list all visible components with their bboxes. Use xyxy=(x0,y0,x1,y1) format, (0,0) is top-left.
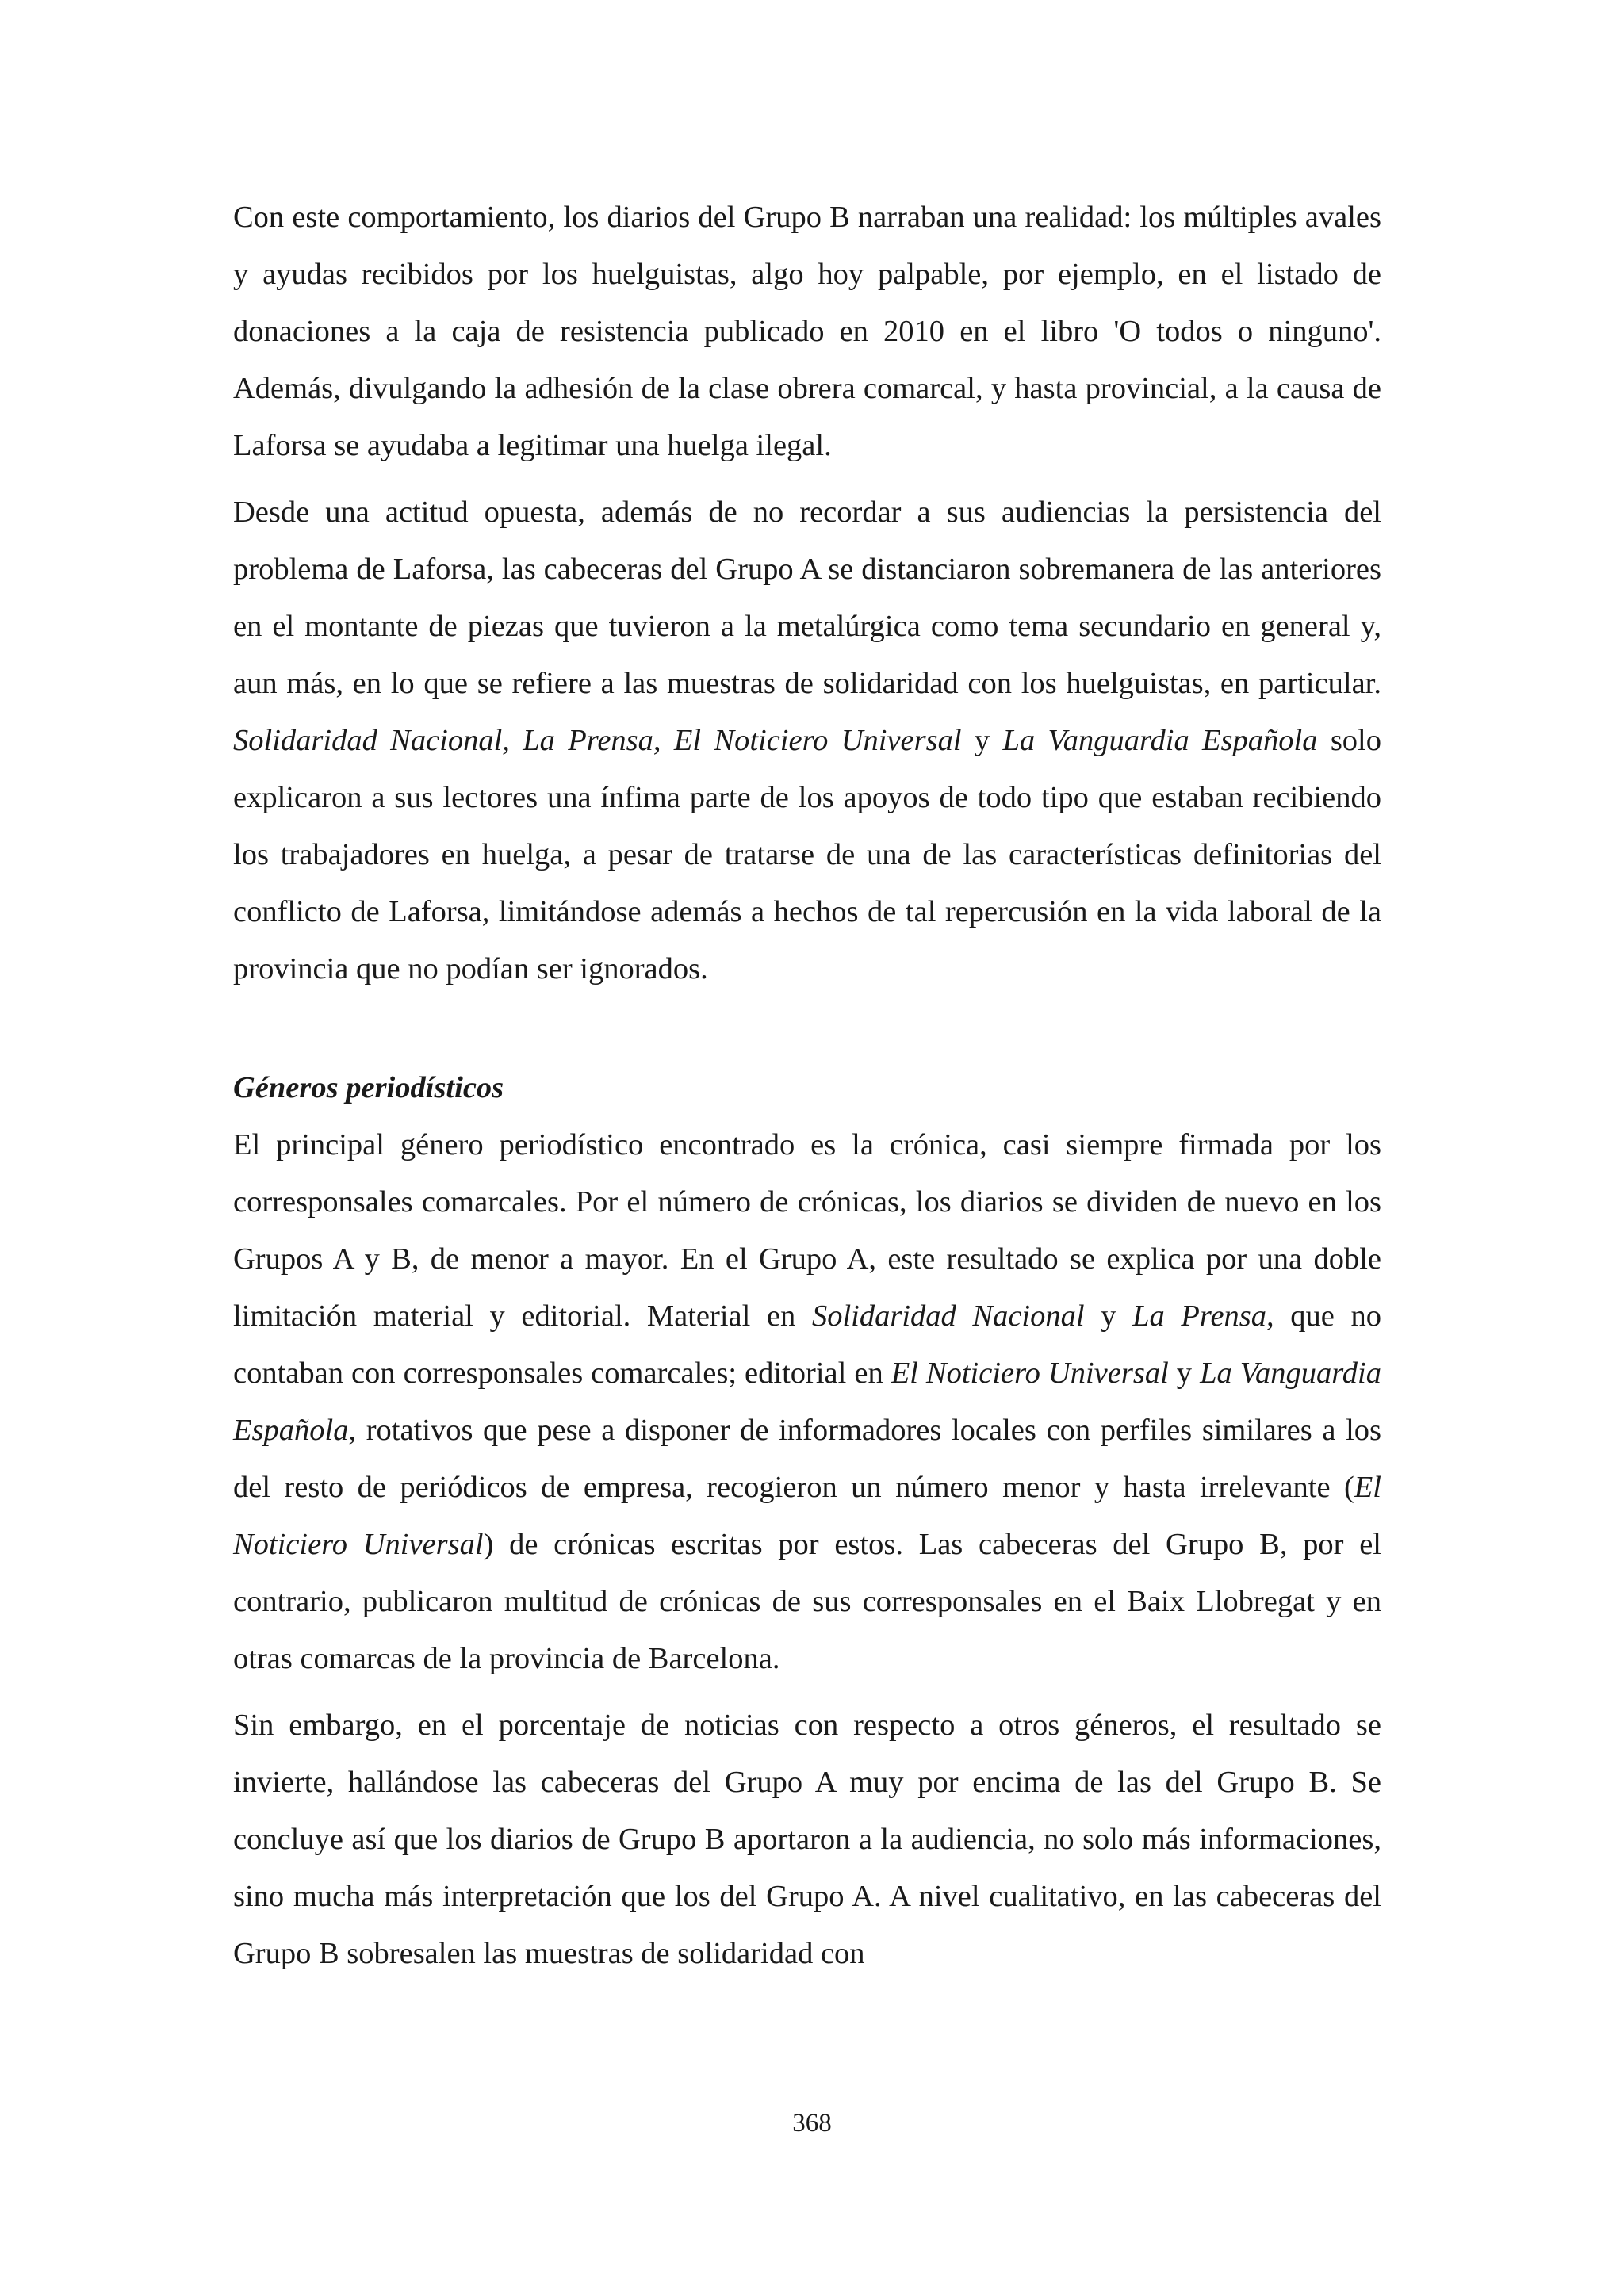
publication-title: La Prensa, xyxy=(1132,1299,1274,1333)
publication-title: El Noticiero Universal xyxy=(891,1357,1169,1390)
section-bottom xyxy=(233,1116,1381,1982)
text-run: El principal género periodístico encontrado es la crónica, casi siempre firmada por los corresponsales comarcales. Por el número de crónicas, los diarios se dividen de nuevo en los Grupos A y B, de menor a mayor. En el Grupo A, este resultado se explica por una doble limitación material y editorial. Material en xyxy=(233,1128,1381,1333)
text-run: Sin embargo, en el porcentaje de noticias con respecto a otros géneros, el resultado se invierte, hallándose las cabeceras del Grupo A muy por encima de las del Grupo B. Se concluye así que los diarios de Grupo B aportaron a la audiencia, no solo más informaciones, sino mucha más interpretación que los del Grupo A. A nivel cualitativo, en las cabeceras del Grupo B sobresalen las muestras de solidaridad con xyxy=(233,1709,1381,1970)
paragraph xyxy=(233,189,1381,474)
publication-title: La Vanguardia Española xyxy=(1002,724,1318,757)
paragraph xyxy=(233,1697,1381,1982)
paragraph xyxy=(233,484,1381,997)
publication-title: El Noticiero Universal xyxy=(233,1471,1381,1561)
text-run: solo explicaron a sus lectores una ínfima parte de los apoyos de todo tipo que estaban recibiendo los trabajadores en huelga, a pesar de tratarse de una de las características definitorias del conflicto de Laforsa, limitándose además a hechos de tal repercusión en la vida laboral de la provincia que no podían ser ignorados. xyxy=(233,724,1381,985)
publication-title: Solidaridad Nacional xyxy=(811,1299,1085,1333)
section-top xyxy=(233,189,1381,997)
publication-title: La Vanguardia Española, xyxy=(233,1357,1381,1447)
text-run: Con este comportamiento, los diarios del Grupo B narraban una realidad: los múltiples avales y ayudas recibidos por los huelguistas, algo hoy palpable, por ejemplo, en el listado de donaciones a la caja de resistencia publicado en 2010 en el libro 'O todos o ninguno'. Además, divulgando la adhesión de la clase obrera comarcal, y hasta provincial, a la causa de Laforsa se ayudaba a legitimar una huelga ilegal. xyxy=(233,201,1381,462)
page-body xyxy=(233,189,1381,1982)
publication-title: Solidaridad Nacional, La Prensa, El Noticiero Universal xyxy=(233,724,962,757)
text-run: que no contaban con corresponsales comarcales; editorial en xyxy=(233,1299,1381,1390)
text-run: y xyxy=(1084,1299,1133,1333)
page-number: 368 xyxy=(792,2109,832,2137)
text-run: Desde una actitud opuesta, además de no recordar a sus audiencias la persistencia del problema de Laforsa, las cabeceras del Grupo A se distanciaron sobremanera de las anteriores en el montante de piezas que tuvieron a la metalúrgica como tema secundario en general y, aun más, en lo que se refiere a las muestras de solidaridad con los huelguistas, en particular. xyxy=(233,496,1381,700)
paragraph xyxy=(233,1116,1381,1687)
section-heading: Géneros periodísticos xyxy=(233,1071,504,1104)
text-run: ) de crónicas escritas por estos. Las cabeceras del Grupo B, por el contrario, publicaron multitud de crónicas de sus corresponsales en el Baix Llobregat y en otras comarcas de la provincia de Barcelona. xyxy=(233,1528,1381,1675)
text-run: y xyxy=(1168,1357,1201,1390)
text-run: y xyxy=(961,724,1003,757)
text-run: rotativos que pese a disponer de informadores locales con perfiles similares a los del resto de periódicos de empresa, recogieron un número menor y hasta irrelevante ( xyxy=(233,1414,1381,1504)
section-gap xyxy=(233,997,1381,1059)
